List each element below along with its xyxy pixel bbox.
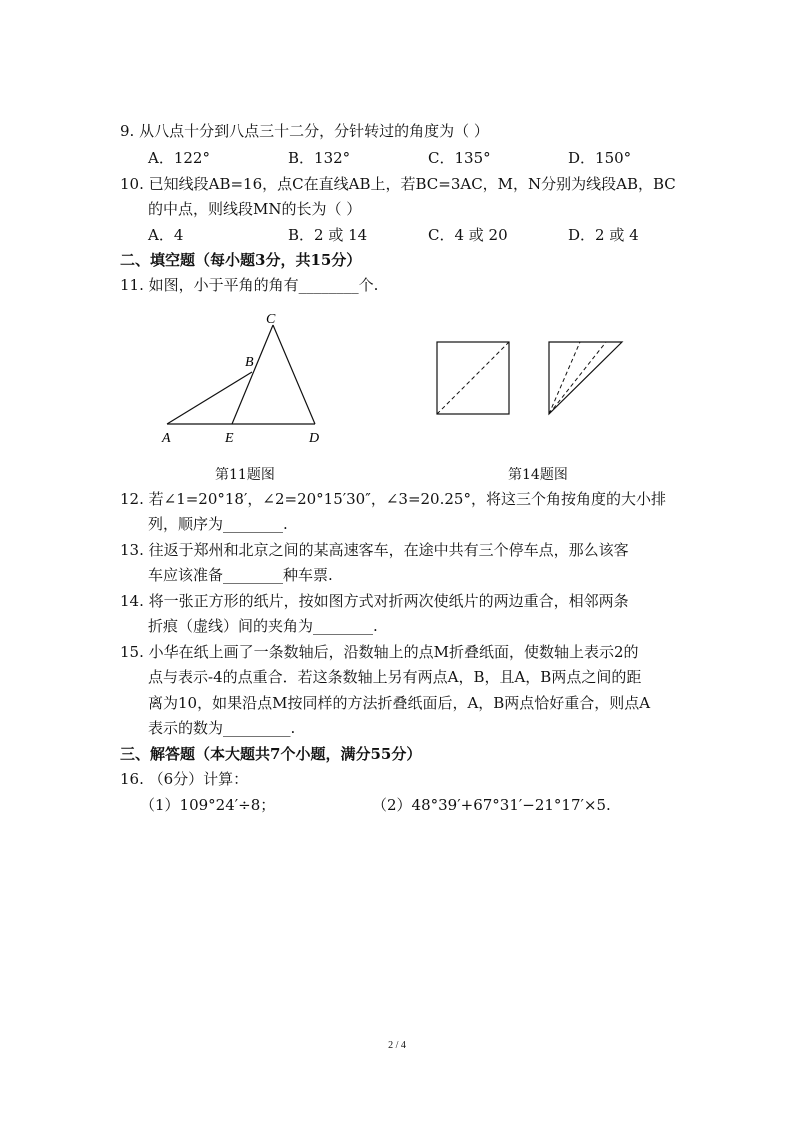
question-16-part-2: （2）48°39′+67°31′−21°17′×5. xyxy=(372,796,611,814)
label-a: A xyxy=(162,431,171,446)
figure-14-folded-square-diagram xyxy=(430,335,630,420)
question-15-line-1: 15. 小华在纸上画了一条数轴后，沿数轴上的点M折叠纸面，使数轴上表示2的 xyxy=(120,643,639,661)
question-15-line-2: 点与表示-4的点重合．若这条数轴上另有两点A，B，且A，B两点之间的距 xyxy=(148,668,642,686)
label-b: B xyxy=(245,355,254,370)
question-9-text: 9. 从八点十分到八点三十二分，分针转过的角度为（ ） xyxy=(120,122,489,140)
question-10-line-2: 的中点，则线段MN的长为（ ） xyxy=(148,200,362,218)
segment-ce xyxy=(232,325,273,424)
question-15-line-4: 表示的数为_________. xyxy=(148,719,296,737)
figure-11-caption: 第11题图 xyxy=(215,467,275,483)
question-12-line-1: 12. 若∠1=20°18′，∠2=20°15′30″，∠3=20.25°，将这三个角按角度的大小排 xyxy=(120,490,666,508)
question-13-line-1: 13. 往返于郑州和北京之间的某高速客车，在途中共有三个停车点，那么该客 xyxy=(120,541,629,559)
question-15-line-3: 离为10，如果沿点M按同样的方法折叠纸面后，A，B两点恰好重合，则点A xyxy=(148,694,651,712)
question-10-option-a: A．4 xyxy=(148,226,184,244)
segment-cd xyxy=(273,325,315,424)
question-16-part-1: （1）109°24′÷8； xyxy=(140,796,276,814)
question-10-line-1: 10. 已知线段AB=16，点C在直线AB上，若BC=3AC，M，N分别为线段AB，BC xyxy=(120,175,676,193)
question-13-line-2: 车应该准备________种车票. xyxy=(148,566,333,584)
question-14-line-1: 14. 将一张正方形的纸片，按如图方式对折两次使纸片的两边重合，相邻两条 xyxy=(120,592,629,610)
question-14-line-2: 折痕（虚线）间的夹角为________. xyxy=(148,617,378,635)
label-d: D xyxy=(309,431,320,446)
label-e: E xyxy=(225,431,234,446)
second-fold-crease-1 xyxy=(549,342,580,414)
figure-11-triangle-diagram xyxy=(155,305,340,450)
question-11-text: 11. 如图，小于平角的角有________个. xyxy=(120,276,379,294)
question-10-option-d: D．2 或 4 xyxy=(568,226,639,244)
label-c: C xyxy=(266,312,276,327)
question-12-line-2: 列，顺序为________. xyxy=(148,515,288,533)
question-10-option-c: C．4 或 20 xyxy=(428,226,508,244)
section-3-heading: 三、解答题（本大题共7个小题，满分55分） xyxy=(120,745,422,763)
section-2-heading: 二、填空题（每小题3分，共15分） xyxy=(120,251,362,269)
question-9-option-c: C．135° xyxy=(428,149,491,167)
segment-ab xyxy=(167,372,252,424)
second-fold-crease-2 xyxy=(549,342,606,414)
page-number: 2 / 4 xyxy=(388,1040,406,1051)
question-9-option-b: B．132° xyxy=(288,149,351,167)
first-fold-crease xyxy=(437,342,509,414)
figure-14-caption: 第14题图 xyxy=(508,467,568,483)
folded-triangle-paper xyxy=(549,342,622,414)
question-10-option-b: B．2 或 14 xyxy=(288,226,368,244)
question-9-option-d: D．150° xyxy=(568,149,632,167)
question-9-option-a: A．122° xyxy=(148,149,210,167)
question-16-line-1: 16. （6分）计算： xyxy=(120,770,249,788)
